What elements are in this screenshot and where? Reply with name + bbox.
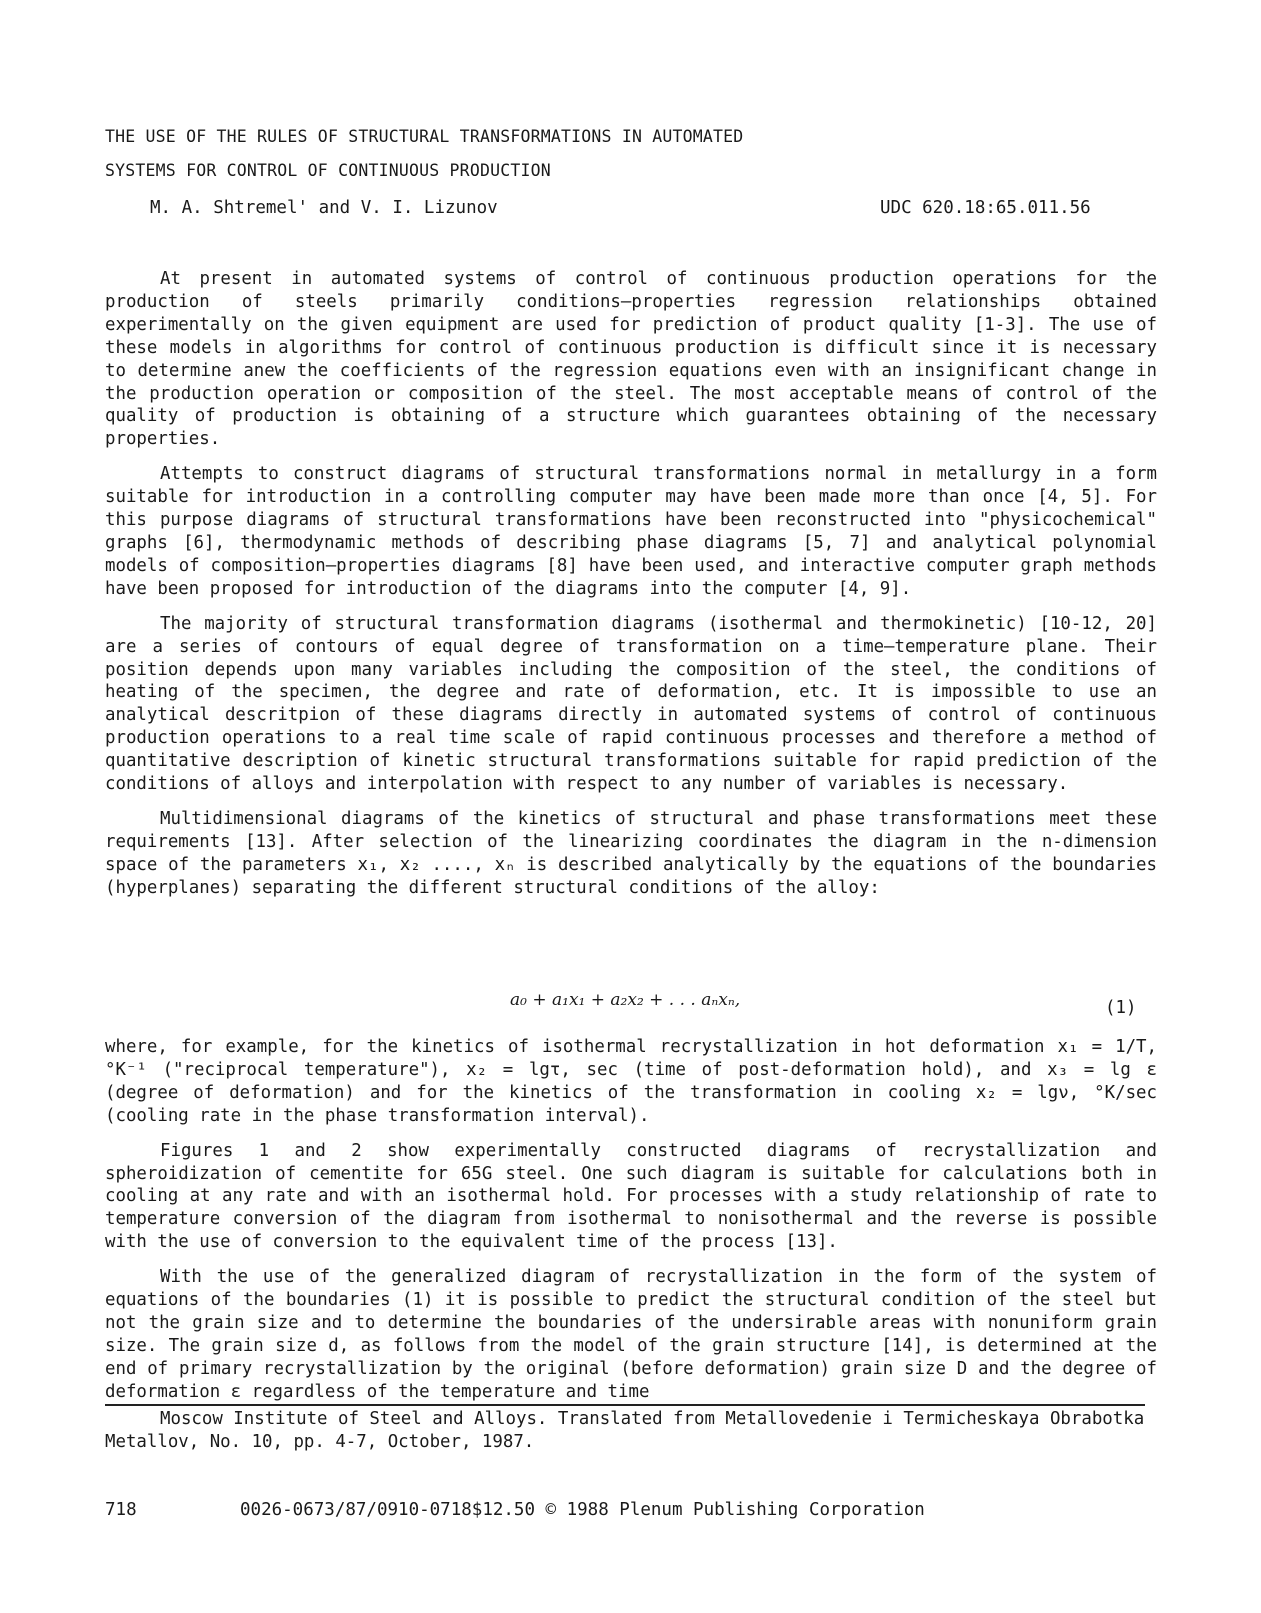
title-line-2: SYSTEMS FOR CONTROL OF CONTINUOUS PRODUCTION bbox=[105, 161, 551, 180]
footnote-text: Moscow Institute of Steel and Alloys. Translated from Metallovedenie i Termicheskaya Obrabotka Metallov, No. 10, pp. 4-7, October, 1987. bbox=[105, 1409, 1145, 1452]
copyright-line: 0026-0673/87/0910-0718$12.50 © 1988 Plenum Publishing Corporation bbox=[240, 1500, 925, 1520]
paragraph: Multidimensional diagrams of the kinetics of structural and phase transformations meet these requirements [13]. After selection of the linearizing coordinates the diagram in the n-dimension space of the parameters x₁, x₂ ...., xₙ is described analytically by the equations of the boundaries (hyperplanes) separating the different structural conditions of the alloy: bbox=[105, 808, 1157, 898]
paragraph: The majority of structural transformation diagrams (isothermal and thermokinetic) [10-12, 20] are a series of contours of equal degree of transformation on a time—temperature plane. Their position depends upon many variables including the composition of the steel, the conditions of heating of the specimen, the degree and rate of deformation, etc. It is impossible to use an analytical descritpion of these diagrams directly in automated systems of control of continuous production operations to a real time scale of rapid continuous processes and therefore a method of quantitative description of kinetic structural transformations suitable for rapid prediction of the conditions of alloys and interpolation with respect to any number of variables is necessary. bbox=[105, 613, 1157, 795]
page-number: 718 bbox=[105, 1500, 137, 1520]
article-title bbox=[105, 120, 743, 188]
paragraph: Figures 1 and 2 show experimentally constructed diagrams of recrystallization and spheroidization of cementite for 65G steel. One such diagram is suitable for calculations both in cooling at any rate and with an isothermal hold. For processes with a study relationship of rate to temperature conversion of the diagram from isothermal to nonisothermal and the reverse is possible with the use of conversion to the equivalent time of the process [13]. bbox=[105, 1140, 1157, 1253]
paragraph: With the use of the generalized diagram of recrystallization in the form of the system of equations of the boundaries (1) it is possible to predict the structural condition of the steel but not the grain size and to determine the boundaries of the undersirable areas with nonuniform grain size. The grain size d, as follows from the model of the grain structure [14], is determined at the end of primary recrystallization by the original (before deformation) grain size D and the degree of deformation ε regardless of the temperature and time bbox=[105, 1267, 1157, 1402]
footnote-rule bbox=[105, 1404, 1145, 1406]
title-line-1: THE USE OF THE RULES OF STRUCTURAL TRANSFORMATIONS IN AUTOMATED bbox=[105, 127, 744, 146]
paragraph: Attempts to construct diagrams of structural transformations normal in metallurgy in a form suitable for introduction in a controlling computer may have been made more than once [4, 5]. For this purpose diagrams of structural transformations have been reconstructed into "physicochemical" graphs [6], thermodynamic methods of describing phase diagrams [5, 7] and analytical polynomial models of composition—properties diagrams [8] have been used, and interactive computer graph methods have been proposed for introduction of the diagrams into the computer [4, 9]. bbox=[105, 464, 1157, 599]
equation-1: a₀ + a₁x₁ + a₂x₂ + . . . aₙxₙ, bbox=[510, 990, 741, 1010]
authors: M. A. Shtremel' and V. I. Lizunov bbox=[150, 198, 498, 218]
paragraph: At present in automated systems of control of continuous production operations for the production of steels primarily conditions—properties regression relationships obtained experimentally on the given equipment are used for prediction of product quality [1-3]. The use of these models in algorithms for control of continuous production is difficult since it is necessary to determine anew the coefficients of the regression equations even with an insignificant change in the production operation or composition of the steel. The most acceptable means of control of the quality of production is obtaining of a structure which guarantees obtaining of the necessary properties. bbox=[105, 269, 1157, 450]
equation-number: (1) bbox=[1105, 998, 1137, 1018]
body-text bbox=[105, 268, 1157, 912]
paragraph: where, for example, for the kinetics of isothermal recrystallization in hot deformation x₁ = 1/T, °K⁻¹ ("reciprocal temperature"), x₂ = lgτ, sec (time of post-deformation hold), and x₃ = lg ε (degree of deformation) and for the kinetics of the transformation in cooling x₂ = lgν, °K/sec (cooling rate in the phase transformation interval). bbox=[105, 1037, 1157, 1126]
footnote bbox=[105, 1408, 1145, 1454]
body-text-continued bbox=[105, 1036, 1157, 1416]
udc-code: UDC 620.18:65.011.56 bbox=[880, 198, 1091, 218]
